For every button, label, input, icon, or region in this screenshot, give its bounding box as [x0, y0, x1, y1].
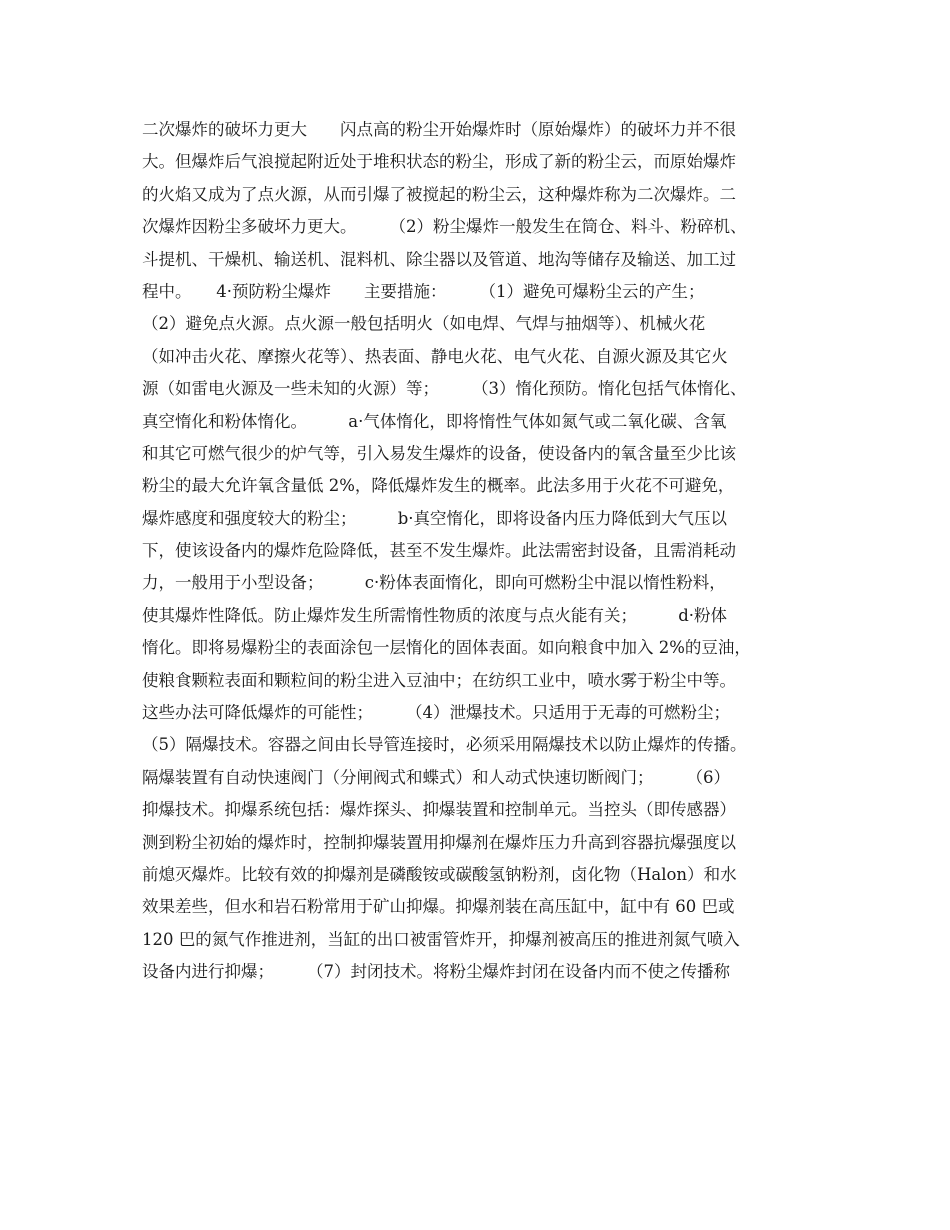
text-line: 抑爆技术。抑爆系统包括：爆炸探头、抑爆装置和控制单元。当控头（即传感器） — [142, 800, 736, 820]
text-line: 使其爆炸性降低。防止爆炸发生所需惰性物质的浓度与点火能有关； d·粉体 — [142, 605, 728, 625]
text-line: （2）避免点火源。点火源一般包括明火（如电焊、气焊与抽烟等）、机械火花 — [142, 314, 706, 334]
text-line: 二次爆炸的破坏力更大 闪点高的粉尘开始爆炸时（原始爆炸）的破坏力并不很 — [142, 120, 736, 139]
text-line: 隔爆装置有自动快速阀门（分闸阀式和蝶式）和人动式快速切断阀门； （6） — [142, 767, 730, 787]
text-line: （如冲击火花、摩擦火花等）、热表面、静电火花、电气火花、自源火源及其它火 — [142, 346, 728, 366]
text-line: （5）隔爆技术。容器之间由长导管连接时，必须采用隔爆技术以防止爆炸的传播。 — [142, 735, 747, 755]
text-line: 大。但爆炸后气浪搅起附近处于堆积状态的粉尘，形成了新的粉尘云，而原始爆炸 — [142, 152, 736, 172]
text-line: 效果差些，但水和岩石粉常用于矿山抑爆。抑爆剂装在高压缸中，缸中有 60 巴或 — [142, 897, 735, 917]
body-text — [142, 114, 822, 989]
text-line: 120 巴的氮气作推进剂，当缸的出口被雷管炸开，抑爆剂被高压的推进剂氮气喷入 — [142, 929, 740, 949]
text-line: 程中。 4·预防粉尘爆炸 主要措施： （1）避免可爆粉尘云的产生； — [142, 281, 705, 301]
text-line: 惰化。即将易爆粉尘的表面涂包一层惰化的固体表面。如向粮食中加入 2%的豆油， — [142, 638, 751, 658]
text-line: 次爆炸因粉尘多破坏力更大。 （2）粉尘爆炸一般发生在筒仓、料斗、粉碎机、 — [142, 217, 747, 237]
text-line: 这些办法可降低爆炸的可能性； （4）泄爆技术。只适用于无毒的可燃粉尘； — [142, 703, 730, 723]
text-line: 的火焰又成为了点火源，从而引爆了被搅起的粉尘云，这种爆炸称为二次爆炸。二 — [142, 184, 736, 204]
text-line: 和其它可燃气很少的炉气等，引入易发生爆炸的设备，使设备内的氧含量至少比该 — [142, 443, 736, 463]
text-line: 源（如雷电火源及一些未知的火源）等； （3）惰化预防。惰化包括气体惰化、 — [142, 379, 747, 399]
text-line: 粉尘的最大允许氧含量低 2%，降低爆炸发生的概率。此法多用于火花不可避免， — [142, 476, 735, 496]
text-line: 测到粉尘初始的爆炸时，控制抑爆装置用抑爆剂在爆炸压力升高到容器抗爆强度以 — [142, 832, 736, 852]
text-line: 爆炸感度和强度较大的粉尘； b·真空惰化，即将设备内压力降低到大气压以 — [142, 508, 728, 528]
text-line: 设备内进行抑爆； （7）封闭技术。将粉尘爆炸封闭在设备内而不使之传播称 — [142, 962, 730, 982]
text-line: 斗提机、干燥机、输送机、混料机、除尘器以及管道、地沟等储存及输送、加工过 — [142, 249, 736, 269]
text-line: 下，使该设备内的爆炸危险降低，甚至不发生爆炸。此法需密封设备，且需消耗动 — [142, 541, 736, 561]
text-line: 力，一般用于小型设备； c·粉体表面惰化，即向可燃粉尘中混以惰性粉料， — [142, 573, 726, 593]
text-line: 使粮食颗粒表面和颗粒间的粉尘进入豆油中；在纺织工业中，喷水雾于粉尘中等。 — [142, 670, 736, 690]
text-line: 真空惰化和粉体惰化。 a·气体惰化，即将惰性气体如氮气或二氧化碳、含氧 — [142, 411, 727, 431]
text-line: 前熄灭爆炸。比较有效的抑爆剂是磷酸铵或碳酸氢钠粉剂，卤化物（Halon）和水 — [142, 864, 737, 884]
